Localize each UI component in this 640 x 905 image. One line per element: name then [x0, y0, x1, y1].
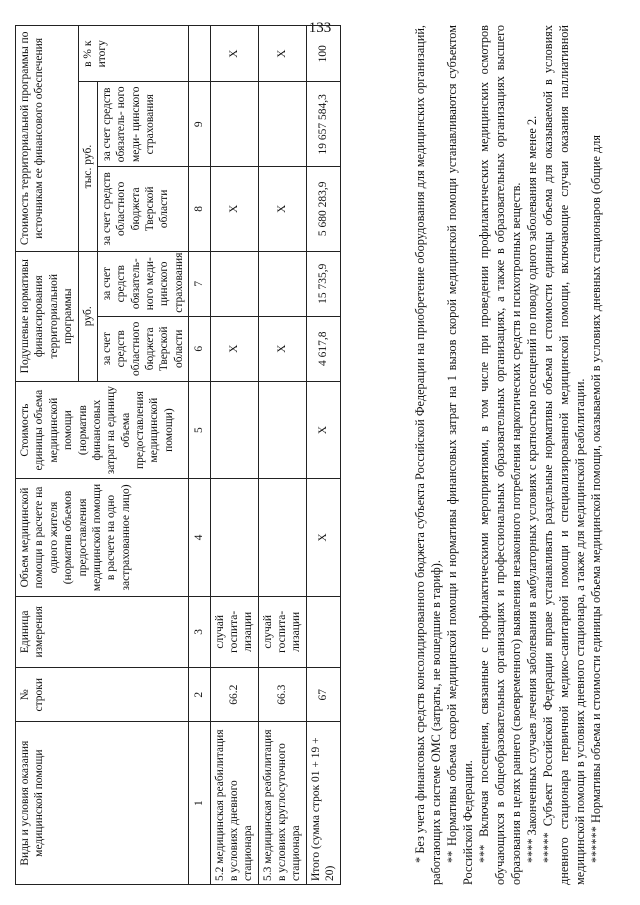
- row-unit: [306, 596, 340, 668]
- column-number: 2: [189, 668, 210, 722]
- header-program-cost: Стоимость территориальной программы по источникам ее финансового обеспечения: [16, 26, 79, 252]
- header-per-capita: Подушевые нормативы финансирования территориальной программы: [16, 251, 79, 381]
- header-rub: руб.: [78, 251, 97, 381]
- row-number: 67: [306, 668, 340, 722]
- column-number: 8: [189, 167, 210, 252]
- footnote: ** Нормативы объема скорой медицинской помощи и нормативы финансовых затрат на 1 вызов скорой медицинской помощи устанавливаются субъектом Российской Федерации.: [444, 25, 475, 885]
- page-number: 133: [308, 20, 332, 36]
- header-row-1: [16, 26, 79, 885]
- row-percent: 100: [306, 26, 340, 82]
- footnotes: [413, 25, 605, 885]
- row-per-capita-budget: X: [258, 316, 306, 381]
- column-number: 4: [189, 479, 210, 596]
- footnote: **** Законченных случаев лечения заболевания в амбулаторных условиях с кратностью посещений по поводу одного заболевания не менее 2.: [524, 115, 539, 863]
- row-number: 66.2: [210, 668, 258, 722]
- column-number: 1: [189, 722, 210, 885]
- program-cost-table: [15, 25, 341, 885]
- table-row-total: [306, 26, 340, 885]
- column-number: 3: [189, 596, 210, 668]
- row-cost-budget: 5 680 283,9: [306, 167, 340, 252]
- row-cost-oms: [210, 82, 258, 167]
- row-per-capita-oms: [210, 251, 258, 316]
- header-thous-rub: тыс. руб.: [78, 82, 97, 251]
- row-name: 5.3 медицинская реабилитация в условиях круглосуточного стационара: [258, 722, 306, 885]
- row-name: 5.2 медицинская реабилитация в условиях дневного стационара: [210, 722, 258, 885]
- column-number: 7: [189, 251, 210, 316]
- row-cost-budget: X: [258, 167, 306, 252]
- footnote: * Без учета финансовых средств консолидированного бюджета субъекта Российской Федерации на приобретение оборудования для медицинских организаций, работающих в системе ОМС (затраты, не вошедшие в тариф).: [413, 25, 443, 885]
- row-cost-budget: X: [210, 167, 258, 252]
- footnote: ***** Субъект Российской Федерации вправе устанавливать раздельные нормативы объема и стоимости единицы объема для оказываемой в условиях дневного стационара первичной медико-санитарной помощи и специализированной медицинской помощи, включающие случаи оказания паллиативной медицинской помощи в условиях дневного стационара, а также для медицинской реабилитации.: [540, 25, 587, 885]
- header-types: Виды и условия оказания медицинской помощи: [16, 722, 189, 885]
- header-cost-budget: за счет средств областного бюджета Тверской области: [97, 167, 188, 252]
- rotated-landscape-page: [15, 25, 605, 885]
- row-volume: [210, 479, 258, 596]
- column-number-empty: [189, 26, 210, 82]
- row-cost: X: [306, 381, 340, 479]
- row-name: Итого (сумма строк 01 + 19 + 20): [306, 722, 340, 885]
- row-percent: X: [210, 26, 258, 82]
- header-unit: Единица измерения: [16, 596, 189, 668]
- row-volume: [258, 479, 306, 596]
- row-per-capita-budget: 4 617,8: [306, 316, 340, 381]
- row-percent: X: [258, 26, 306, 82]
- row-volume: X: [306, 479, 340, 596]
- row-cost-oms: 19 657 584,3: [306, 82, 340, 167]
- column-number: 6: [189, 316, 210, 381]
- row-per-capita-budget: X: [210, 316, 258, 381]
- row-number: 66.3: [258, 668, 306, 722]
- table-row: [258, 26, 306, 885]
- row-unit: случай госпита- лизации: [258, 596, 306, 668]
- column-number: 9: [189, 82, 210, 167]
- header-volume: Объем медицинской помощи в расчете на одного жителя (норматив объемов предоставления медицинской помощи в расчете на одно застрахованное лицо): [16, 479, 189, 596]
- header-percent-total: в % к итогу: [78, 26, 189, 82]
- row-cost: [210, 381, 258, 479]
- row-per-capita-oms: [258, 251, 306, 316]
- header-cost-oms: за счет средств обязатель- ного меди- цинского страхования: [97, 82, 188, 167]
- header-row-no: № строки: [16, 668, 189, 722]
- table-row: [210, 26, 258, 885]
- row-cost-oms: [258, 82, 306, 167]
- column-number-row: [189, 26, 210, 885]
- row-cost: [258, 381, 306, 479]
- row-unit: случай госпита- лизации: [210, 596, 258, 668]
- header-per-capita-oms: за счет средств обязатель- ного меди- цинского страхования: [97, 251, 188, 316]
- footnote: *** Включая посещения, связанные с профилактическими мероприятиями, в том числе при проведении профилактических медицинских осмотров обучающихся в общеобразовательных организациях и профессиональных образовательных организациях, а также в образовательных организациях высшего образования в целях раннего (своевременного) выявления незаконного потребления наркотических средств и психотропных веществ.: [476, 25, 523, 885]
- column-number: 5: [189, 381, 210, 479]
- row-per-capita-oms: 15 735,9: [306, 251, 340, 316]
- header-cost: Стоимость единицы объема медицинской помощи (норматив финансовых затрат на единицу объема предоставления медицинской помощи): [16, 381, 189, 479]
- footnote: ****** Нормативы объема и стоимости единицы объема медицинской помощи, оказываемой в условиях дневных стационаров (общие для: [588, 134, 603, 863]
- header-per-capita-budget: за счет средств областного бюджета Тверской области: [97, 316, 188, 381]
